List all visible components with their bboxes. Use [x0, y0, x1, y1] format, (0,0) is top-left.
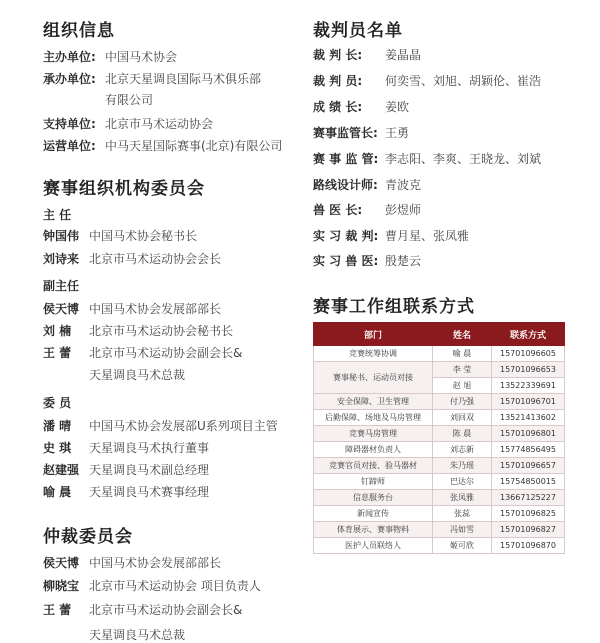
cell-name: 刘回双	[433, 410, 492, 426]
info-row	[43, 556, 221, 570]
info-row	[43, 93, 153, 107]
cell-phone: 15774856495	[492, 442, 565, 458]
row-label: 运营单位:	[43, 139, 96, 153]
cell-name: 喻 晨	[433, 346, 492, 362]
row-value: 中马天星国际赛事(北京)有限公司	[105, 139, 283, 153]
row-value: 北京市马术运动协会副会长&	[89, 346, 243, 360]
cell-dept: 医护人员联络人	[314, 538, 433, 554]
row-label: 王 蕾	[43, 346, 72, 360]
table-row	[314, 362, 565, 378]
cell-phone: 15701096870	[492, 538, 565, 554]
row-label: 侯天博	[43, 556, 80, 570]
info-row	[43, 346, 242, 360]
info-row	[43, 229, 197, 243]
header-name: 姓名	[433, 323, 492, 346]
row-value: 姜欧	[385, 100, 410, 114]
info-row	[313, 203, 421, 217]
info-row	[43, 579, 261, 593]
row-label: 副主任	[43, 279, 80, 293]
cell-name: 巴达尔	[433, 474, 492, 490]
arbitration-title: 仲裁委员会	[43, 527, 133, 547]
info-row	[43, 117, 213, 131]
info-row	[43, 441, 209, 455]
info-row	[313, 254, 421, 268]
row-value: 中国马术协会发展部部长	[89, 302, 222, 316]
row-label: 支持单位:	[43, 117, 96, 131]
header-phone: 联系方式	[492, 323, 565, 346]
info-row	[313, 229, 469, 243]
cell-dept: 后勤保障、场地及马房管理	[314, 410, 433, 426]
info-row	[43, 628, 185, 642]
row-value: 中国马术协会发展部部长	[89, 556, 222, 570]
org-info-title: 组织信息	[43, 21, 115, 41]
row-value: 天星调良马术执行董事	[89, 441, 210, 455]
info-row	[43, 302, 221, 316]
cell-phone: 13522339691	[492, 378, 565, 394]
row-label: 兽 医 长:	[313, 203, 363, 217]
table-row	[314, 426, 565, 442]
cell-name: 刘志新	[433, 442, 492, 458]
cell-dept: 竞赛马房管理	[314, 426, 433, 442]
info-row	[313, 74, 541, 88]
row-label: 柳晓宝	[43, 579, 80, 593]
info-row	[313, 100, 409, 114]
row-value: 天星调良马术总裁	[89, 628, 186, 642]
contacts-header-row	[314, 323, 565, 346]
info-row	[313, 126, 409, 140]
cell-name: 张凤雅	[433, 490, 492, 506]
row-label: 实 习 兽 医:	[313, 254, 379, 268]
row-value: 青波克	[385, 178, 422, 192]
cell-phone: 15701096827	[492, 522, 565, 538]
info-row	[313, 48, 421, 62]
info-row	[43, 252, 221, 266]
row-label: 侯天博	[43, 302, 80, 316]
row-value: 何奕雪、刘旭、胡颖伦、崔浩	[385, 74, 542, 88]
cell-dept: 赛事秘书、运动员对接	[314, 362, 433, 394]
judges-title: 裁判员名单	[313, 21, 403, 41]
row-value: 中国马术协会秘书长	[89, 229, 198, 243]
cell-dept: 新闻宣传	[314, 506, 433, 522]
table-row	[314, 394, 565, 410]
cell-phone: 15701096825	[492, 506, 565, 522]
row-value: 彭煜师	[385, 203, 422, 217]
row-value: 天星调良马术总裁	[89, 368, 186, 382]
row-label: 承办单位:	[43, 72, 96, 86]
cell-phone: 15701096653	[492, 362, 565, 378]
row-value: 北京市马术运动协会会长	[89, 252, 222, 266]
table-row	[314, 442, 565, 458]
row-value: 有限公司	[105, 93, 154, 107]
row-label: 委 员	[43, 396, 72, 410]
info-row	[43, 139, 282, 153]
cell-name: 陈 晨	[433, 426, 492, 442]
row-label: 王 蕾	[43, 603, 72, 617]
info-row	[313, 178, 421, 192]
header-dept: 部门	[314, 323, 433, 346]
row-label: 实 习 裁 判:	[313, 229, 379, 243]
row-value: 北京市马术运动协会 项目负责人	[89, 579, 261, 593]
row-label: 刘 楠	[43, 324, 72, 338]
table-row	[314, 538, 565, 554]
info-row	[313, 152, 541, 166]
row-value: 北京市马术运动协会	[105, 117, 214, 131]
row-label: 主办单位:	[43, 50, 96, 64]
cell-phone: 15754850015	[492, 474, 565, 490]
row-label: 潘 晴	[43, 419, 72, 433]
cell-phone: 15701096701	[492, 394, 565, 410]
cell-name: 冯如雪	[433, 522, 492, 538]
row-value: 天星调良马术赛事经理	[89, 485, 210, 499]
info-row	[43, 50, 177, 64]
row-label: 史 琪	[43, 441, 72, 455]
cell-dept: 竞赛官员对接、验马器材	[314, 458, 433, 474]
row-label: 裁 判 长:	[313, 48, 363, 62]
table-row	[314, 346, 565, 362]
cell-dept: 钉蹄师	[314, 474, 433, 490]
info-row	[43, 485, 209, 499]
info-row	[43, 396, 89, 410]
info-row	[43, 279, 89, 293]
contacts-table	[313, 322, 565, 554]
cell-name: 李 莹	[433, 362, 492, 378]
row-value: 殷楚云	[385, 254, 422, 268]
cell-name: 赵 旭	[433, 378, 492, 394]
row-label: 喻 晨	[43, 485, 72, 499]
table-row	[314, 506, 565, 522]
table-row	[314, 474, 565, 490]
cell-dept: 体育展示、赛事物料	[314, 522, 433, 538]
row-value: 北京市马术运动协会秘书长	[89, 324, 234, 338]
cell-phone: 15701096657	[492, 458, 565, 474]
row-value: 北京天星调良国际马术俱乐部	[105, 72, 262, 86]
info-row	[43, 72, 261, 86]
table-row	[314, 490, 565, 506]
row-value: 姜晶晶	[385, 48, 422, 62]
info-row	[43, 324, 233, 338]
cell-phone: 15701096605	[492, 346, 565, 362]
row-label: 成 绩 长:	[313, 100, 363, 114]
table-row	[314, 522, 565, 538]
table-row	[314, 410, 565, 426]
cell-dept: 竞赛统筹协调	[314, 346, 433, 362]
info-row	[43, 463, 209, 477]
row-value: 曹月星、张凤雅	[385, 229, 470, 243]
row-value: 中国马术协会发展部U系列项目主管	[89, 419, 278, 433]
row-value: 李志阳、李爽、王晓龙、刘斌	[385, 152, 542, 166]
cell-name: 付乃强	[433, 394, 492, 410]
row-value: 中国马术协会	[105, 50, 178, 64]
cell-name: 朱乃瑶	[433, 458, 492, 474]
cell-phone: 13667125227	[492, 490, 565, 506]
row-label: 刘诗来	[43, 252, 80, 266]
row-value: 北京市马术运动协会副会长&	[89, 603, 243, 617]
cell-phone: 13521413602	[492, 410, 565, 426]
row-label: 赛 事 监 管:	[313, 152, 379, 166]
row-label: 钟国伟	[43, 229, 80, 243]
row-label: 赵建强	[43, 463, 80, 477]
cell-name: 张蕊	[433, 506, 492, 522]
info-row	[43, 368, 185, 382]
info-row	[43, 208, 89, 222]
info-row	[43, 603, 242, 617]
row-value: 王勇	[385, 126, 410, 140]
row-label: 赛事监管长:	[313, 126, 378, 140]
row-value: 天星调良马术副总经理	[89, 463, 210, 477]
cell-dept: 障碍器材负责人	[314, 442, 433, 458]
cell-name: 姬可欣	[433, 538, 492, 554]
table-row	[314, 458, 565, 474]
row-label: 路线设计师:	[313, 178, 378, 192]
committee-title: 赛事组织机构委员会	[43, 179, 205, 199]
row-label: 主 任	[43, 208, 72, 222]
info-row	[43, 419, 278, 433]
cell-phone: 15701096801	[492, 426, 565, 442]
row-label: 裁 判 员:	[313, 74, 363, 88]
cell-dept: 信息服务台	[314, 490, 433, 506]
cell-dept: 安全保障、卫生管理	[314, 394, 433, 410]
contacts-title: 赛事工作组联系方式	[313, 297, 475, 317]
